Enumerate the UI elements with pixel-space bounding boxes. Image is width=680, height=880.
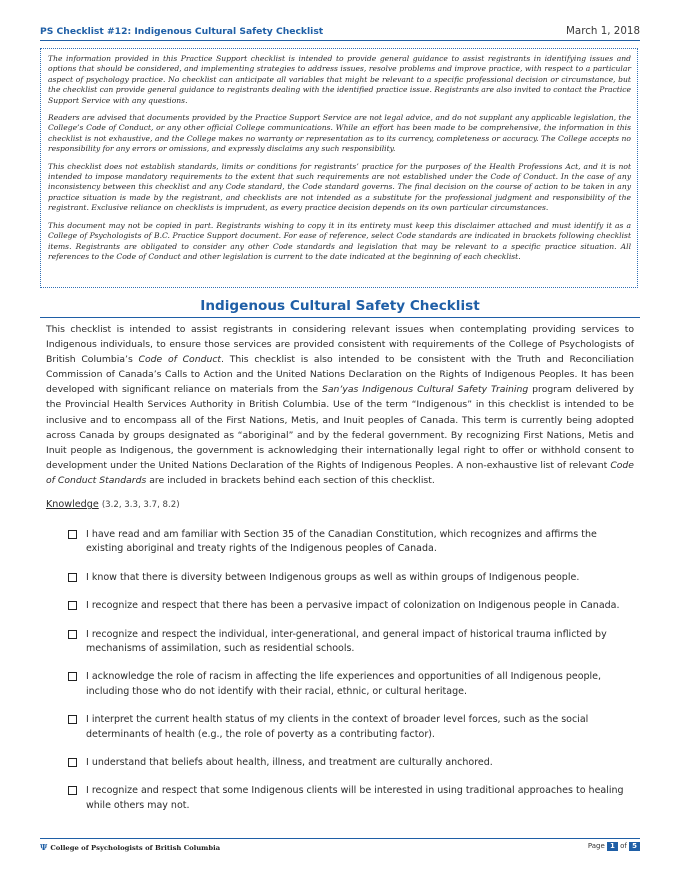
checklist-item (68, 571, 628, 585)
intro-training-reference: San’yas Indigenous Cultural Safety Training (322, 384, 529, 396)
current-page-number: 1 (607, 842, 618, 851)
checklist-item (68, 528, 628, 557)
disclaimer-paragraph: The information provided in this Practice Support checklist is intended to provide general guidance to assist registrants in identifying issues and options that should be considered, and implementing strategies to address issues, resolve problems and improve practice, with respect to a particular aspect of psychology practice. No checklist can anticipate all variables that might be relevant to a specific professional decision or circumstance, but the checklist can provide general guidance to registrants dealing with the identified practice issue. Registrants are also invited to contact the Practice Support Service with any questions. (48, 54, 631, 105)
checklist-item (68, 784, 628, 813)
checklist-item-text: I interpret the current health status of my clients in the context of broader level forces, such as the social determinants of health (e.g., the role of poverty as a contributing factor). (86, 714, 589, 740)
section-label: Knowledge (46, 499, 99, 510)
title-divider (40, 317, 640, 318)
section-heading-knowledge (46, 499, 180, 510)
organization-name (40, 842, 220, 852)
checklist-item (68, 599, 628, 613)
intro-text: program delivered by the Provincial Health Services Authority in British Columbia. Use of the term “Indigenous” in this checklist is intended to be inclusive and to encompass all of the First Nations, Metis, and Inuit peoples of Canada. This term is currently being adopted across Canada by groups designated as “aboriginal” and by the federal government. By recognizing First Nations, Metis and Inuit people as Indigenous, the government is acknowledging their internationally legal right to offer or withhold consent to development under the United Nations Declaration of the Rights of Indigenous Peoples. A non-exhaustive list of relevant (46, 384, 635, 471)
page-footer (40, 838, 640, 853)
intro-text: are included in brackets behind each section of this checklist. (146, 474, 435, 486)
checklist-item (68, 713, 628, 742)
disclaimer-paragraph: This checklist does not establish standards, limits or conditions for registrants’ practice for the purposes of the Health Professions Act, and it is not intended to impose mandatory requirements to the extent that such requirements are not established under the Code of Conduct. In the case of any inconsistency between this checklist and any Code standard, the Code standard governs. The final decision on the course of action to be taken in any practice situation is made by the registrant, and checklists are not intended as a substitute for the professional judgment and responsibility of the registrant. Exclusive reliance on checklists is imprudent, as every practice decision depends on its own particular circumstances. (48, 161, 631, 213)
intro-text: . This checklist is also intended to be consistent with the Truth and Reconciliation Commission of Canada’s Calls to Action and the United Nations Declaration on the Rights of Indigenous Peoples. It has been developed with significant reliance on materials from the (46, 354, 634, 396)
disclaimer-paragraph: This document may not be copied in part. Registrants wishing to copy it in its entirety must keep this disclaimer attached and must identify it as a College of Psychologists of B.C. Practice Support document. For ease of reference, select Code standards are indicated in brackets following checklist items. Registrants are obligated to consider any other Code standards and legislation that may be relevant to a specific practice situation. All references to the Code of Conduct and other legislation is current to the date indicated at the beginning of each checklist. (48, 220, 631, 261)
checklist-items (68, 528, 628, 813)
page-label: Page (587, 842, 605, 850)
page-indicator (588, 842, 640, 851)
disclaimer-paragraph: Readers are advised that documents provided by the Practice Support Service are not legal advice, and do not supplant any applicable legislation, the College’s Code of Conduct, or any other official College communications. While an effort has been made to be comprehensive, the information in this checklist is not exhaustive, and the College makes no warranty or representation as to its currency, completeness or accuracy. The College accepts no responsibility for any errors or omissions, and expressly disclaims any such responsibility. (48, 113, 631, 154)
checkbox[interactable] (68, 630, 77, 639)
intro-code-standards-reference: Code of Conduct Standards (46, 459, 634, 486)
intro-paragraph (46, 322, 634, 488)
intro-text: This checklist is intended to assist registrants in considering relevant issues when contemplating providing services to Indigenous individuals, to ensure those services are provided consistent with requirements of the College of Psychologists of British Columbia’s (46, 324, 634, 366)
checklist-item-text: I acknowledge the role of racism in affecting the life experiences and opportunities of all Indigenous people, including those who do not identify with their racial, ethnic, or cultural heritage. (86, 671, 602, 697)
checklist-item (68, 628, 628, 657)
checklist-item-text: I recognize and respect the individual, inter-generational, and general impact of historical trauma inflicted by mechanisms of assimilation, such as residential schools. (86, 628, 607, 655)
checklist-title: Indigenous Cultural Safety Checklist (200, 298, 480, 314)
document-date: March 1, 2018 (566, 25, 640, 37)
checklist-item-text: I have read and am familiar with Section 35 of the Canadian Constitution, which recognizes and affirms the existing aboriginal and treaty rights of the Indigenous peoples of Canada. (86, 529, 597, 555)
of-label: of (620, 842, 627, 850)
checkbox[interactable] (68, 758, 77, 767)
checkbox[interactable] (68, 786, 77, 795)
organization-label: College of Psychologists of British Columbia (50, 844, 221, 852)
total-pages-number: 5 (629, 842, 640, 851)
disclaimer-box (40, 48, 638, 288)
checklist-item-text: I recognize and respect that some Indigenous clients will be interested in using traditional approaches to healing while others may not. (86, 785, 624, 811)
checklist-item (68, 670, 628, 699)
checkbox[interactable] (68, 672, 77, 681)
checklist-item-text: I know that there is diversity between Indigenous groups as well as within groups of Indigenous people. (86, 571, 580, 583)
checklist-item-text: I understand that beliefs about health, illness, and treatment are culturally anchored. (86, 757, 493, 769)
checkbox[interactable] (68, 530, 77, 539)
checkbox[interactable] (68, 573, 77, 582)
college-logo-icon: Ψ (40, 842, 48, 852)
page-header (40, 22, 640, 41)
intro-code-reference: Code of Conduct (138, 354, 222, 366)
section-standards: (3.2, 3.3, 3.7, 8.2) (101, 500, 180, 510)
checkbox[interactable] (68, 715, 77, 724)
checklist-item (68, 756, 628, 770)
checkbox[interactable] (68, 601, 77, 610)
document-title: PS Checklist #12: Indigenous Cultural Safety Checklist (40, 26, 324, 37)
checklist-item-text: I recognize and respect that there has been a pervasive impact of colonization on Indigenous people in Canada. (86, 600, 620, 612)
